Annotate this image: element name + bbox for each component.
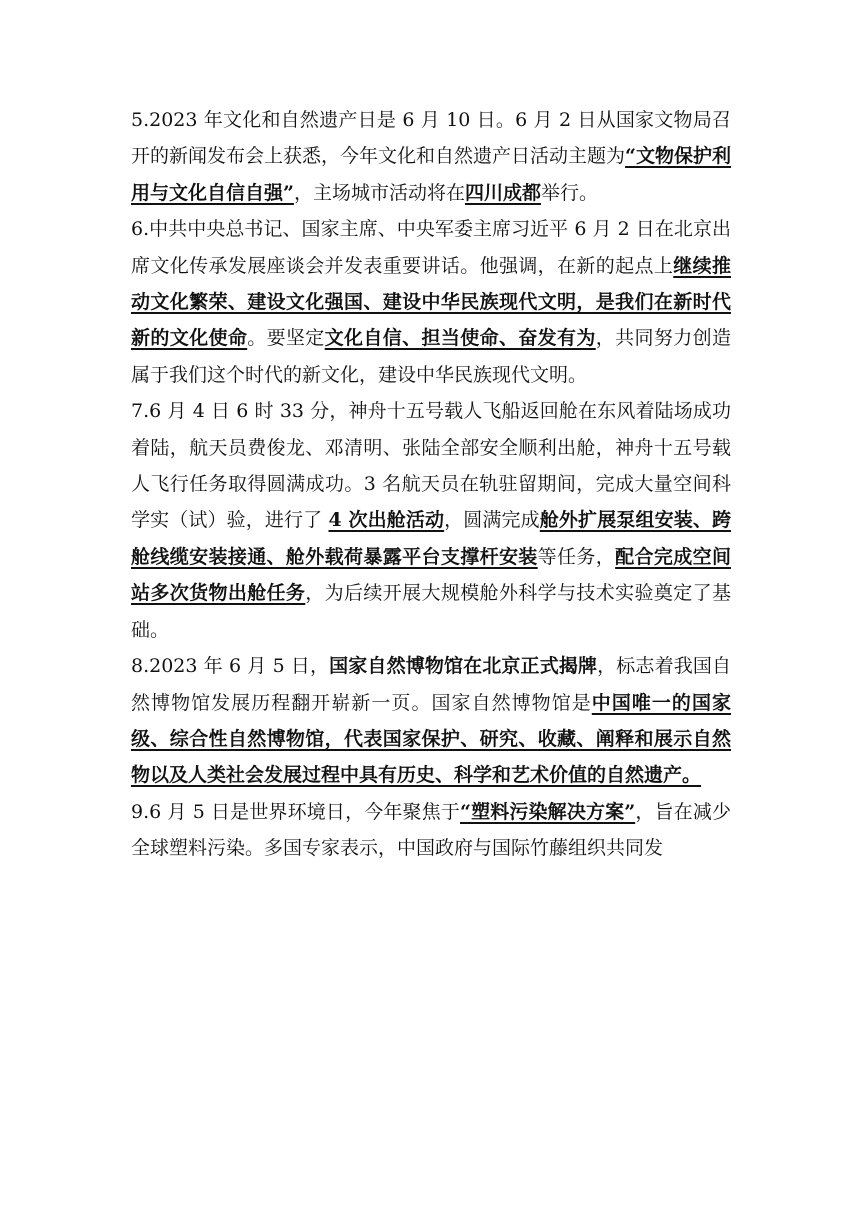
paragraph-item-6 [131,211,731,393]
text-segment-emphasis: 4 次出舱活动 [328,509,445,532]
paragraph-item-5 [131,102,731,211]
text-segment: 8.2023 年 6 月 5 日， [131,655,330,678]
text-segment: 5.2023 年文化和自然遗产日是 6 月 10 日。6 月 2 日从国家文物局召开的新闻发布会上获悉，今年文化和自然遗产日活动主题为 [131,109,731,168]
text-segment-emphasis: 文化自信、担当使命、奋发有为 [324,327,596,350]
text-segment-emphasis: 配合完成空间站多次货物出舱任务 [131,545,731,605]
text-segment-emphasis: 四川成都 [464,181,541,204]
text-segment: ，主场城市活动将在 [293,181,465,204]
text-segment: ，共同努力创造属于我们这个时代的新文化，建设中华民族现代文明。 [131,327,731,386]
text-segment-emphasis: 继续推动文化繁荣、建设文化强国、建设中华民族现代文明，是我们在新时代新的文化使命 [131,254,731,350]
text-segment: 9.6 月 5 日是世界环境日，今年聚焦于 [131,800,460,823]
text-segment: ，圆满完成 [444,509,540,532]
text-segment-bold: 国家自然博物馆在北京正式揭牌 [329,655,598,678]
text-segment: ，旨在减少全球塑料污染。多国专家表示，中国政府与国际竹藤组织共同发 [131,800,731,860]
text-segment-emphasis: “塑料污染解决方案” [460,800,636,823]
text-segment-emphasis: “文物保护利用与文化自信自强” [131,145,731,204]
text-segment: 7.6 月 4 日 6 时 33 分，神舟十五号载人飞船返回舱在东风着陆场成功着陆，航天员费俊龙、邓清明、张陆全部安全顺利出舱，神舟十五号载人飞行任务取得圆满成功。3 名航天员在轨驻留期间，完成大量空间科学实（试）验，进行了 [131,400,731,532]
text-segment: 6.中共中央总书记、国家主席、中央军委主席习近平 6 月 2 日在北京出席文化传承发展座谈会并发表重要讲话。他强调，在新的起点上 [131,218,731,277]
text-segment-emphasis: 中国唯一的国家级、综合性自然博物馆，代表国家保护、研究、收藏、阐释和展示自然物以及人类社会发展过程中具有历史、科学和艺术价值的自然遗产。 [131,691,731,787]
text-segment-emphasis: 舱外扩展泵组安装、跨舱线缆安装接通、舱外载荷暴露平台支撑杆安装 [131,509,731,568]
paragraph-item-7 [131,393,731,648]
text-segment: 。要坚定 [247,327,325,350]
text-segment: 举行。 [540,181,598,204]
paragraph-item-8 [131,648,731,794]
text-segment: 等任务， [537,545,616,568]
text-segment: ，标志着我国自然博物馆发展历程翻开崭新一页。国家自然博物馆是 [131,655,731,714]
document-body [131,102,731,867]
text-segment: ，为后续开展大规模舱外科学与技术实验奠定了基础。 [131,582,731,641]
paragraph-item-9 [131,794,731,867]
